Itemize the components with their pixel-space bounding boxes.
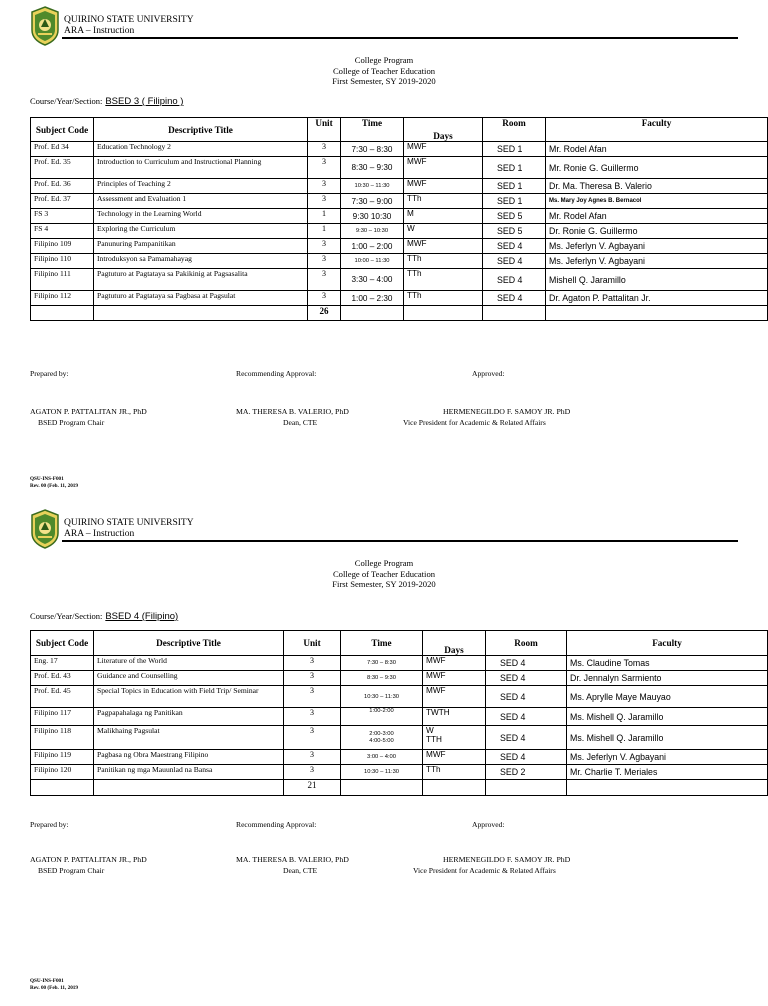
course-year-section [30,611,178,622]
schedule-table [30,117,768,321]
table-header-row [31,118,768,142]
unit-value: 3 [308,179,341,194]
unit-value: 3 [284,765,341,780]
room-value: SED 4 [486,750,567,765]
days-value: TTh [404,291,483,306]
office-name: ARA – Instruction [64,529,135,539]
faculty-value: Dr. Ma. Theresa B. Valerio [546,179,768,194]
table-row [31,224,768,239]
days-value: TTh [423,765,486,780]
form-code-line: Rev. 00 (Feb. 11, 2019 [30,985,78,991]
subject-code: Filipino 119 [31,750,94,765]
total-row [31,780,768,796]
table-row [31,291,768,306]
university-seal-icon [30,509,60,549]
col-header-days: Days [404,118,483,142]
faculty-value: Mr. Rodel Afan [546,142,768,157]
unit-value: 3 [308,254,341,269]
subject-code: Filipino 120 [31,765,94,780]
unit-value: 3 [308,239,341,254]
days-value: MWF [423,686,486,708]
empty-cell [483,306,546,321]
time-value: 3:30 – 4:00 [341,269,404,291]
empty-cell [94,780,284,796]
time-value: 2:00-3:00 4:00-5:00 [341,726,423,750]
office-name: ARA – Instruction [64,26,135,36]
room-value: SED 4 [483,291,546,306]
heading-line: First Semester, SY 2019-2020 [332,76,436,86]
time-value: 7:30 – 9:00 [341,194,404,209]
university-name: QUIRINO STATE UNIVERSITY [64,15,194,25]
col-header-room: Room [483,118,546,142]
table-row [31,765,768,780]
prepared-by-label: Prepared by: [30,820,69,829]
faculty-value: Mr. Rodel Afan [546,209,768,224]
descriptive-title: Pagtuturo at Pagtataya sa Pakikinig at Pagsasalita [94,269,308,291]
table-row [31,142,768,157]
unit-value: 3 [308,194,341,209]
approved-label: Approved: [472,820,505,829]
time-value: 1:00-2:00 [341,708,423,726]
subject-code: Filipino 112 [31,291,94,306]
subject-code: Filipino 109 [31,239,94,254]
days-value: MWF [423,750,486,765]
approved-label: Approved: [472,369,505,378]
time-value: 8:30 – 9:30 [341,157,404,179]
days-value: TTh [404,269,483,291]
col-header-unit: Unit [284,631,341,656]
prepared-by-role: BSED Program Chair [38,866,105,875]
heading-line: First Semester, SY 2019-2020 [332,579,436,589]
descriptive-title: Pagbasa ng Obra Maestrang Filipino [94,750,284,765]
form-code-line: QSU-INS-F001 [30,978,64,984]
days-value: MWF [404,239,483,254]
prepared-by-name: AGATON P. PATTALITAN JR., PhD [30,855,147,864]
table-row [31,209,768,224]
approved-name: HERMENEGILDO F. SAMOY JR. PhD [443,407,571,416]
subject-code: Prof. Ed. 36 [31,179,94,194]
room-value: SED 2 [486,765,567,780]
empty-cell [486,780,567,796]
time-value: 7:30 – 8:30 [341,142,404,157]
subject-code: Prof. Ed. 35 [31,157,94,179]
recommending-approval-label: Recommending Approval: [236,820,317,829]
table-row [31,708,768,726]
descriptive-title: Introduksyon sa Pamamahayag [94,254,308,269]
total-units: 26 [308,306,341,321]
descriptive-title: Panunuring Pampanitikan [94,239,308,254]
days-value: MWF [423,671,486,686]
university-name: QUIRINO STATE UNIVERSITY [64,518,194,528]
col-header-days: Days [423,631,486,656]
subject-code: Prof. Ed. 37 [31,194,94,209]
days-value: MWF [404,157,483,179]
empty-cell [31,780,94,796]
header-rule [62,540,738,542]
time-value: 10:30 – 11:30 [341,765,423,780]
days-value: MWF [404,179,483,194]
empty-cell [423,780,486,796]
room-value: SED 4 [483,254,546,269]
unit-value: 3 [308,269,341,291]
days-value: TTh [404,194,483,209]
descriptive-title: Guidance and Counselling [94,671,284,686]
faculty-value: Mr. Ronie G. Guillermo [546,157,768,179]
col-header-faculty: Faculty [567,631,768,656]
form-code [30,476,78,490]
schedule-table [30,630,768,796]
prepared-by-label: Prepared by: [30,369,69,378]
faculty-value: Ms. Mishell Q. Jaramillo [567,708,768,726]
faculty-value: Ms. Aprylle Maye Mauyao [567,686,768,708]
table-row [31,686,768,708]
empty-cell [546,306,768,321]
unit-value: 1 [308,224,341,239]
university-header [64,518,194,540]
subject-code: Filipino 117 [31,708,94,726]
document-heading [0,558,768,590]
unit-value: 3 [308,291,341,306]
recommending-name: MA. THERESA B. VALERIO, PhD [236,855,349,864]
table-row [31,671,768,686]
unit-value: 3 [284,671,341,686]
room-value: SED 4 [486,726,567,750]
approved-role: Vice President for Academic & Related Affairs [403,418,546,427]
time-value: 10:30 – 11:30 [341,686,423,708]
faculty-value: Ms. Jeferlyn V. Agbayani [546,254,768,269]
approved-name: HERMENEGILDO F. SAMOY JR. PhD [443,855,571,864]
table-row [31,239,768,254]
col-header-code: Subject Code [31,118,94,142]
room-value: SED 4 [483,269,546,291]
form-code [30,978,78,992]
course-value: BSED 4 (Filipino) [105,611,179,622]
room-value: SED 4 [483,239,546,254]
empty-cell [31,306,94,321]
table-row [31,269,768,291]
table-row [31,254,768,269]
recommending-approval-label: Recommending Approval: [236,369,317,378]
heading-line: College Program [354,55,414,65]
time-value: 7:30 – 8:30 [341,656,423,671]
empty-cell [94,306,308,321]
course-label: Course/Year/Section: [30,96,103,106]
subject-code: Prof. Ed 34 [31,142,94,157]
unit-value: 1 [308,209,341,224]
time-value: 1:00 – 2:00 [341,239,404,254]
room-value: SED 4 [486,671,567,686]
descriptive-title: Education Technology 2 [94,142,308,157]
col-header-time: Time [341,118,404,142]
descriptive-title: Principles of Teaching 2 [94,179,308,194]
unit-value: 3 [284,750,341,765]
faculty-value: Ms. Claudine Tomas [567,656,768,671]
room-value: SED 1 [483,157,546,179]
prepared-by-role: BSED Program Chair [38,418,105,427]
heading-line: College of Teacher Education [332,568,436,579]
descriptive-title: Special Topics in Education with Field Trip/ Seminar [94,686,284,708]
total-row [31,306,768,321]
prepared-by-name: AGATON P. PATTALITAN JR., PhD [30,407,147,416]
heading-line: College of Teacher Education [332,65,436,76]
table-row [31,750,768,765]
time-value: 9:30 – 10:30 [341,224,404,239]
table-row [31,726,768,750]
room-value: SED 1 [483,142,546,157]
unit-value: 3 [284,726,341,750]
descriptive-title: Exploring the Curriculum [94,224,308,239]
empty-cell [341,780,423,796]
subject-code: FS 3 [31,209,94,224]
faculty-value: Mishell Q. Jaramillo [546,269,768,291]
unit-value: 3 [308,142,341,157]
time-value: 10:30 – 11:30 [341,179,404,194]
unit-value: 3 [284,656,341,671]
days-value: MWF [423,656,486,671]
unit-value: 3 [284,708,341,726]
table-row [31,179,768,194]
subject-code: Prof. Ed. 43 [31,671,94,686]
faculty-value: Dr. Ronie G. Guillermo [546,224,768,239]
days-value: TTh [404,254,483,269]
subject-code: Eng. 17 [31,656,94,671]
col-header-faculty: Faculty [546,118,768,142]
time-value: 9:30 10:30 [341,209,404,224]
room-value: SED 4 [486,686,567,708]
subject-code: Filipino 111 [31,269,94,291]
col-header-room: Room [486,631,567,656]
col-header-title: Descriptive Title [94,631,284,656]
room-value: SED 4 [486,708,567,726]
time-value: 1:00 – 2:30 [341,291,404,306]
days-value: W [404,224,483,239]
empty-cell [567,780,768,796]
course-label: Course/Year/Section: [30,611,103,621]
faculty-value: Dr. Agaton P. Pattalitan Jr. [546,291,768,306]
descriptive-title: Literature of the World [94,656,284,671]
recommending-role: Dean, CTE [283,418,318,427]
descriptive-title: Malikhaing Pagsulat [94,726,284,750]
university-header [64,15,194,37]
table-row [31,157,768,179]
total-units: 21 [284,780,341,796]
subject-code: Filipino 110 [31,254,94,269]
time-value: 8:30 – 9:30 [341,671,423,686]
approved-role: Vice President for Academic & Related Affairs [413,866,556,875]
days-value: MWF [404,142,483,157]
recommending-name: MA. THERESA B. VALERIO, PhD [236,407,349,416]
header-rule [62,37,738,39]
time-value: 10:00 – 11:30 [341,254,404,269]
faculty-value: Ms. Mary Joy Agnes B. Bernacol [546,194,768,209]
col-header-unit: Unit [308,118,341,142]
descriptive-title: Pagtuturo at Pagtataya sa Pagbasa at Pagsulat [94,291,308,306]
room-value: SED 5 [483,209,546,224]
faculty-value: Ms. Jeferlyn V. Agbayani [567,750,768,765]
room-value: SED 1 [483,179,546,194]
table-row [31,194,768,209]
heading-line: College Program [354,558,414,568]
table-header-row [31,631,768,656]
descriptive-title: Assessment and Evaluation 1 [94,194,308,209]
form-code-line: QSU-INS-F001 [30,476,64,482]
descriptive-title: Pagpapahalaga ng Panitikan [94,708,284,726]
unit-value: 3 [284,686,341,708]
room-value: SED 1 [483,194,546,209]
faculty-value: Ms. Jeferlyn V. Agbayani [546,239,768,254]
room-value: SED 4 [486,656,567,671]
empty-cell [341,306,404,321]
room-value: SED 5 [483,224,546,239]
days-value: M [404,209,483,224]
faculty-value: Ms. Mishell Q. Jaramillo [567,726,768,750]
col-header-title: Descriptive Title [94,118,308,142]
subject-code: FS 4 [31,224,94,239]
unit-value: 3 [308,157,341,179]
form-code-line: Rev. 00 (Feb. 11, 2019 [30,483,78,489]
col-header-code: Subject Code [31,631,94,656]
recommending-role: Dean, CTE [283,866,318,875]
subject-code: Prof. Ed. 45 [31,686,94,708]
descriptive-title: Panitikan ng mga Mauunlad na Bansa [94,765,284,780]
table-row [31,656,768,671]
empty-cell [404,306,483,321]
course-year-section [30,96,183,107]
time-value: 3:00 – 4:00 [341,750,423,765]
subject-code: Filipino 118 [31,726,94,750]
university-seal-icon [30,6,60,46]
faculty-value: Dr. Jennalyn Sarmiento [567,671,768,686]
document-heading [0,55,768,87]
descriptive-title: Technology in the Learning World [94,209,308,224]
course-value: BSED 3 ( Filipino ) [105,96,184,107]
faculty-value: Mr. Charlie T. Meriales [567,765,768,780]
days-value: W TTH [423,726,486,750]
col-header-time: Time [341,631,423,656]
descriptive-title: Introduction to Curriculum and Instructional Planning [94,157,308,179]
days-value: TWTH [423,708,486,726]
